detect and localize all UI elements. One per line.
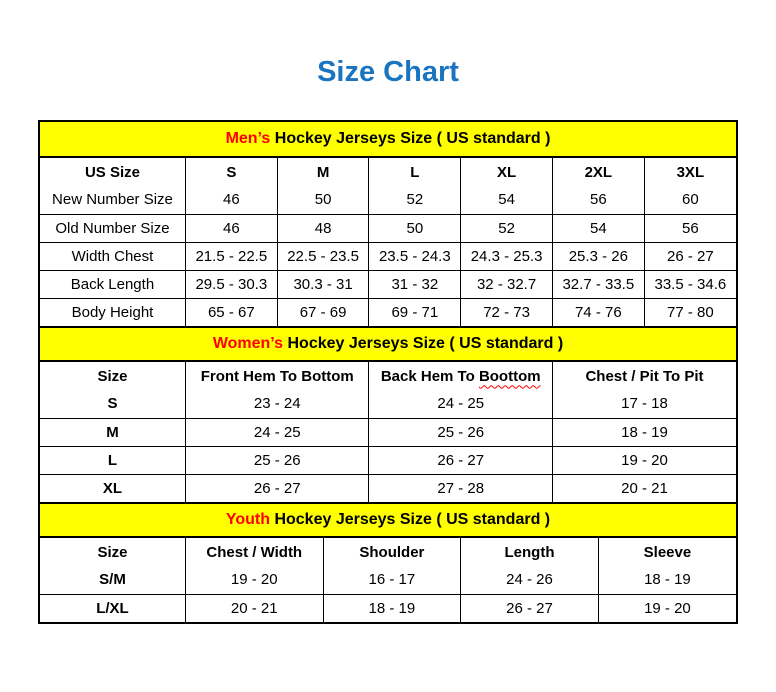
section-women: [40, 326, 736, 502]
women-banner-text: Hockey Jerseys Size ( US standard ): [283, 335, 564, 352]
men-banner: [40, 122, 736, 158]
table-cell: 18 - 19: [552, 418, 736, 446]
table-cell: 69 - 71: [369, 298, 461, 326]
women-header-size: Size: [40, 362, 185, 390]
table-cell: 26 - 27: [369, 446, 553, 474]
men-header-2xl: 2XL: [552, 158, 644, 186]
men-header-l: L: [369, 158, 461, 186]
row-label: Body Height: [40, 298, 185, 326]
table-cell: 46: [185, 186, 277, 214]
table-cell: 20 - 21: [185, 594, 323, 622]
table-cell: 19 - 20: [185, 566, 323, 594]
table-cell: 17 - 18: [552, 390, 736, 418]
table-cell: 24.3 - 25.3: [461, 242, 553, 270]
youth-banner-highlight: Youth: [225, 511, 270, 528]
table-row: [40, 390, 736, 418]
women-size-table: [40, 362, 736, 502]
table-cell: 32.7 - 33.5: [552, 270, 644, 298]
row-label: Width Chest: [40, 242, 185, 270]
table-cell: 46: [185, 214, 277, 242]
table-cell: 54: [461, 186, 553, 214]
table-cell: 26 - 27: [461, 594, 599, 622]
misspelled-word: Boottom: [478, 367, 541, 385]
table-cell: 72 - 73: [461, 298, 553, 326]
table-cell: 25 - 26: [185, 446, 369, 474]
table-cell: 25.3 - 26: [552, 242, 644, 270]
men-banner-text: Hockey Jerseys Size ( US standard ): [270, 130, 551, 147]
table-cell: 67 - 69: [277, 298, 369, 326]
row-label: XL: [40, 474, 185, 502]
table-cell: 23 - 24: [185, 390, 369, 418]
row-label: L: [40, 446, 185, 474]
table-row: [40, 566, 736, 594]
women-banner-highlight: Women’s: [212, 335, 284, 352]
table-cell: 31 - 32: [369, 270, 461, 298]
page-title: Size Chart: [317, 56, 459, 88]
table-cell: 20 - 21: [621, 479, 668, 497]
table-cell: 52: [461, 214, 553, 242]
table-row: [40, 594, 736, 622]
men-header-m: M: [277, 158, 369, 186]
youth-banner-text: Hockey Jerseys Size ( US standard ): [270, 511, 551, 528]
men-header-xl: XL: [461, 158, 553, 186]
table-row: [40, 242, 736, 270]
table-cell: 26 - 27: [644, 242, 736, 270]
table-cell: 21.5 - 22.5: [185, 242, 277, 270]
row-label: S/M: [40, 566, 185, 594]
table-cell: 65 - 67: [185, 298, 277, 326]
size-chart-tables: [38, 120, 738, 624]
table-cell: 50: [277, 186, 369, 214]
women-header-chest: Chest / Pit To Pit: [585, 367, 704, 385]
row-label: S: [40, 390, 185, 418]
section-men: [40, 122, 736, 326]
table-cell: 18 - 19: [598, 566, 736, 594]
youth-banner: [40, 502, 736, 538]
table-cell: 48: [277, 214, 369, 242]
table-cell: 25 - 26: [369, 418, 553, 446]
table-cell: 19 - 20: [552, 446, 736, 474]
table-row: [40, 446, 736, 474]
table-cell: 52: [369, 186, 461, 214]
section-youth: [40, 502, 736, 622]
youth-header-row: [40, 538, 736, 566]
table-cell: 77 - 80: [667, 303, 714, 321]
women-header-front-hem: Front Hem To Bottom: [185, 362, 369, 390]
table-cell: 56: [644, 214, 736, 242]
youth-header-size: Size: [40, 538, 185, 566]
youth-header-chest-width: Chest / Width: [185, 538, 323, 566]
table-cell: 24 - 25: [185, 418, 369, 446]
youth-size-table: [40, 538, 736, 622]
table-cell: 19 - 20: [644, 599, 691, 617]
table-cell: 23.5 - 24.3: [369, 242, 461, 270]
table-cell: 24 - 26: [461, 566, 599, 594]
table-cell: 26 - 27: [185, 474, 369, 502]
row-label: M: [40, 418, 185, 446]
table-cell: 56: [552, 186, 644, 214]
men-banner-highlight: Men’s: [225, 130, 271, 147]
table-cell: 30.3 - 31: [277, 270, 369, 298]
women-banner: [40, 326, 736, 362]
table-row: [40, 474, 736, 502]
men-size-table: [40, 158, 736, 326]
table-cell: 60: [644, 186, 736, 214]
row-label: New Number Size: [40, 186, 185, 214]
men-header-s: S: [185, 158, 277, 186]
table-cell: 74 - 76: [552, 298, 644, 326]
men-header-us-size: US Size: [40, 158, 185, 186]
table-cell: 22.5 - 23.5: [277, 242, 369, 270]
table-row: [40, 186, 736, 214]
table-cell: 54: [552, 214, 644, 242]
table-cell: 32 - 32.7: [461, 270, 553, 298]
row-label: Back Length: [40, 270, 185, 298]
youth-header-length: Length: [461, 538, 599, 566]
row-label: Old Number Size: [40, 214, 185, 242]
men-header-3xl: 3XL: [676, 163, 705, 181]
table-row: [40, 418, 736, 446]
youth-header-shoulder: Shoulder: [323, 538, 461, 566]
table-row: [40, 214, 736, 242]
table-cell: 50: [369, 214, 461, 242]
table-cell: 24 - 25: [369, 390, 553, 418]
table-row: [40, 298, 736, 326]
table-cell: 27 - 28: [369, 474, 553, 502]
women-header-row: [40, 362, 736, 390]
men-header-row: [40, 158, 736, 186]
table-row: [40, 270, 736, 298]
row-label: L/XL: [40, 594, 185, 622]
table-cell: 33.5 - 34.6: [644, 270, 736, 298]
youth-header-sleeve: Sleeve: [643, 543, 692, 561]
women-header-back-hem: Back Hem To Boottom: [369, 362, 553, 390]
table-cell: 18 - 19: [323, 594, 461, 622]
table-cell: 16 - 17: [323, 566, 461, 594]
table-cell: 29.5 - 30.3: [185, 270, 277, 298]
